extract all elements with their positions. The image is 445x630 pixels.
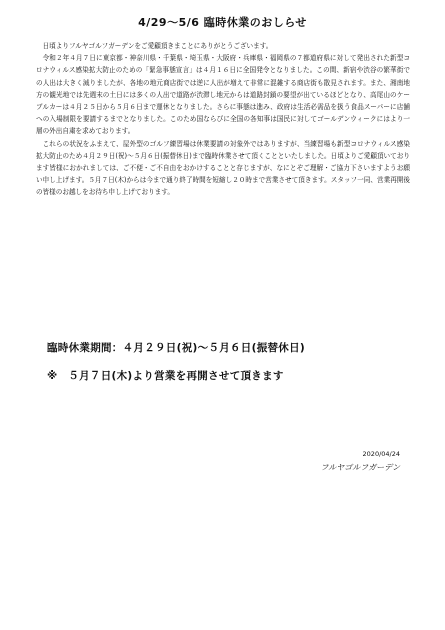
notice-title: 4/29～5/6 臨時休業のおしらせ	[138, 16, 307, 29]
reopen-notice: ※ ５月７日(木)より営業を再開させて頂きます	[47, 370, 284, 382]
notice-body	[36, 40, 410, 199]
notice-date: 2020/04/24	[362, 450, 400, 458]
signature: フルヤゴルフガーデン	[320, 463, 400, 472]
closure-paragraph: これらの状況をふまえて、屋外型のゴルフ練習場は休業要請の対象外ではありますが、当練習場も新型コロナウィルス感染拡大防止のため４月２９日(祝)～５月６日(振替休日)まで臨時休業させて頂くことといたしました。日頃よりご愛顧頂いております皆様におかれましては、ご不便・ご不自由をおかけすることと存じますが、なにとぞご理解・ご協力下さいますようお願い申し上げます。５月７日(木)からは今まで通り終了時間を短縮し２０時まで営業させて頂きます。スタッフ一同、営業再開後の皆様のお越しをお待ち申し上げております。	[36, 139, 410, 197]
closure-period: 臨時休業期間：４月２９日(祝)～５月６日(振替休日)	[47, 342, 305, 354]
situation-paragraph: 令和２年４月７日に東京都・神奈川県・千葉県・埼玉県・大阪府・兵庫県・福岡県の７都道府県に対して発出された新型コロナウィルス感染拡大防止のための「緊急事態宣言」は４月１６日に全国発令となりました。この間、新宿や渋谷の繁華街での人出は大きく減りましたが、各地の地元商店街では逆に人出が増えて非常に混雑する商店街も散見されます。また、湘南地方の観光地では先週末の土日には多くの人出で道路が渋滞し地元からは道路封鎖の要望が出ているほどとなり、高尾山のケーブルカーは４月２５日から５月６日まで運休となりました。さらに事態は進み、政府は生活必需品を扱う食品スーパーに店舗への入場制限を要請するまでとなりました。このため国ならびに全国の各知事は国民に対してゴールデンウィークにはより一層の外出自粛を求めております。	[36, 54, 410, 136]
greeting-paragraph: 日頃よりフルヤゴルフガーデンをご愛顧頂きまことにありがとうございます。	[42, 42, 273, 50]
